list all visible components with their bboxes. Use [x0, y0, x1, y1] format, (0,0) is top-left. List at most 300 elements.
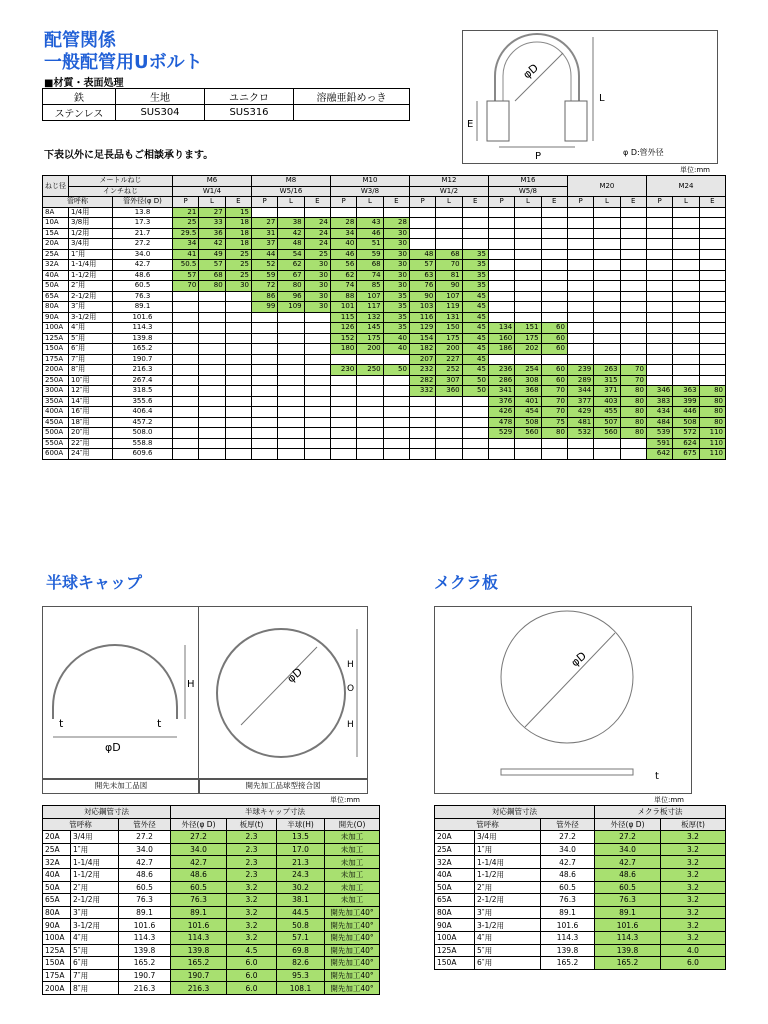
- table-cell: [251, 428, 277, 439]
- table-cell: [673, 291, 699, 302]
- table-cell: [594, 218, 620, 229]
- table-cell: [304, 375, 330, 386]
- table-cell: 3.2: [227, 919, 277, 932]
- table-cell: 74: [330, 281, 356, 292]
- table-cell: 3/4用: [475, 831, 541, 844]
- table-cell: 開先加工40°: [325, 944, 380, 957]
- table-cell: [304, 344, 330, 355]
- table-cell: 114.3: [171, 931, 227, 944]
- table-cell: 67: [278, 270, 304, 281]
- table-cell: 45: [462, 333, 488, 344]
- header-cell: L: [436, 197, 462, 208]
- table-cell: 8″用: [69, 365, 113, 376]
- table-cell: [436, 239, 462, 250]
- table-cell: [567, 270, 593, 281]
- table-cell: 30: [304, 302, 330, 313]
- table-cell: [383, 417, 409, 428]
- table-cell: [620, 302, 646, 313]
- table-cell: [304, 396, 330, 407]
- header-cell: L: [594, 197, 620, 208]
- table-cell: [673, 375, 699, 386]
- table-cell: [646, 302, 672, 313]
- table-cell: 5″用: [71, 944, 119, 957]
- plate-side: [501, 769, 633, 775]
- table-row: [43, 281, 726, 292]
- table-cell: [225, 333, 251, 344]
- table-cell: 74: [357, 270, 383, 281]
- table-cell: 200A: [43, 982, 71, 995]
- table-cell: 89.1: [541, 906, 595, 919]
- table-row: [43, 831, 380, 844]
- header-cell: メートルねじ: [69, 176, 173, 187]
- table-cell: 38.1: [277, 894, 325, 907]
- table-cell: 5″用: [69, 333, 113, 344]
- table-cell: 27: [199, 207, 225, 218]
- table-cell: [357, 386, 383, 397]
- table-cell: 89.1: [171, 906, 227, 919]
- cap-caption-right: 開先加工品球型接合図: [198, 778, 368, 794]
- table-cell: [383, 396, 409, 407]
- table-cell: 4″用: [69, 323, 113, 334]
- table-row: [43, 428, 726, 439]
- table-cell: 32A: [435, 856, 475, 869]
- table-cell: 165.2: [113, 344, 173, 355]
- header-cell: L: [357, 197, 383, 208]
- table-cell: [515, 239, 541, 250]
- table-cell: 46: [330, 249, 356, 260]
- table-cell: 7″用: [69, 354, 113, 365]
- table-cell: 57: [173, 270, 199, 281]
- table-cell: 13.5: [277, 831, 325, 844]
- table-cell: [225, 365, 251, 376]
- table-cell: 207: [409, 354, 435, 365]
- table-cell: [699, 302, 725, 313]
- table-cell: [594, 333, 620, 344]
- table-cell: 6.0: [227, 957, 277, 970]
- cap-drawing-left: [43, 607, 199, 779]
- table-cell: 3.2: [661, 906, 726, 919]
- table-cell: [409, 417, 435, 428]
- table-cell: [383, 449, 409, 460]
- header-cell: P: [646, 197, 672, 208]
- table-cell: 190.7: [171, 969, 227, 982]
- table-cell: 101.6: [595, 919, 661, 932]
- table-cell: [541, 260, 567, 271]
- plate-drawing: [435, 607, 691, 793]
- table-cell: [436, 428, 462, 439]
- header-cell: L: [199, 197, 225, 208]
- table-cell: 25: [173, 218, 199, 229]
- table-cell: [304, 333, 330, 344]
- table-cell: 60: [541, 365, 567, 376]
- table-cell: 200: [436, 344, 462, 355]
- table-cell: 3/8用: [69, 218, 113, 229]
- ubolt-drawing: [463, 31, 717, 163]
- header-cell: P: [251, 197, 277, 208]
- table-row: [43, 417, 726, 428]
- table-cell: 116: [409, 312, 435, 323]
- table-cell: 1-1/4用: [71, 856, 119, 869]
- table-row: [435, 843, 726, 856]
- diameter-line: [515, 53, 563, 101]
- table-cell: 3.2: [227, 894, 277, 907]
- table-cell: 529: [488, 428, 514, 439]
- table-cell: [488, 291, 514, 302]
- table-cell: [409, 449, 435, 460]
- table-cell: 86: [251, 291, 277, 302]
- table-cell: 31: [251, 228, 277, 239]
- ubolt-legend: φ D:管外径: [623, 148, 664, 157]
- table-cell: 34.0: [541, 843, 595, 856]
- table-cell: 7″用: [71, 969, 119, 982]
- header-cell: W3/8: [330, 186, 409, 197]
- table-cell: 80: [699, 417, 725, 428]
- table-cell: 81: [436, 270, 462, 281]
- table-cell: 35: [462, 249, 488, 260]
- ubolt-l-label: L: [599, 93, 605, 104]
- material-cell: ステンレス: [43, 105, 116, 121]
- table-row: [43, 931, 380, 944]
- table-cell: [173, 333, 199, 344]
- table-cell: [251, 449, 277, 460]
- table-cell: [357, 354, 383, 365]
- table-cell: [278, 375, 304, 386]
- table-cell: [515, 291, 541, 302]
- header-cell: P: [330, 197, 356, 208]
- table-cell: 2″用: [475, 881, 541, 894]
- header-cell: 管外径: [541, 818, 595, 831]
- table-cell: 10A: [43, 218, 69, 229]
- table-cell: 45: [462, 365, 488, 376]
- table-cell: 250: [357, 365, 383, 376]
- table-cell: 2″用: [71, 881, 119, 894]
- table-cell: 80: [620, 428, 646, 439]
- plate-title: メクラ板: [434, 573, 499, 592]
- table-cell: 624: [673, 438, 699, 449]
- header-cell: ねじ径: [43, 176, 69, 197]
- table-cell: 62: [330, 270, 356, 281]
- table-cell: 114.3: [119, 931, 171, 944]
- table-cell: 154: [409, 333, 435, 344]
- header-cell: 開先(O): [325, 818, 380, 831]
- table-cell: 186: [488, 344, 514, 355]
- table-cell: [251, 407, 277, 418]
- table-cell: [699, 291, 725, 302]
- table-cell: 30: [304, 281, 330, 292]
- table-cell: [462, 438, 488, 449]
- table-cell: 51: [357, 239, 383, 250]
- table-cell: [673, 260, 699, 271]
- table-cell: [199, 428, 225, 439]
- table-cell: 32A: [43, 856, 71, 869]
- table-cell: 216.3: [119, 982, 171, 995]
- table-cell: 236: [488, 365, 514, 376]
- cap-t-right: t: [157, 717, 162, 730]
- table-cell: [225, 323, 251, 334]
- table-cell: 42.7: [595, 856, 661, 869]
- header-cell: インチねじ: [69, 186, 173, 197]
- table-cell: [278, 407, 304, 418]
- table-cell: [673, 344, 699, 355]
- table-cell: 30: [304, 291, 330, 302]
- table-cell: 250A: [43, 375, 69, 386]
- table-cell: [251, 344, 277, 355]
- table-cell: [567, 333, 593, 344]
- table-cell: [304, 323, 330, 334]
- header-cell: E: [462, 197, 488, 208]
- table-cell: 42.7: [541, 856, 595, 869]
- table-cell: 89.1: [119, 906, 171, 919]
- table-cell: [462, 407, 488, 418]
- table-cell: 34: [173, 239, 199, 250]
- table-cell: 376: [488, 396, 514, 407]
- table-cell: [673, 323, 699, 334]
- table-cell: 539: [646, 428, 672, 439]
- table-cell: 481: [567, 417, 593, 428]
- table-cell: 125A: [435, 944, 475, 957]
- table-cell: [620, 218, 646, 229]
- table-cell: [567, 344, 593, 355]
- table-cell: 99: [251, 302, 277, 313]
- table-cell: 未加工: [325, 843, 380, 856]
- table-cell: 60.5: [171, 881, 227, 894]
- table-cell: 500A: [43, 428, 69, 439]
- table-cell: [594, 249, 620, 260]
- table-cell: 50A: [43, 881, 71, 894]
- table-cell: [278, 417, 304, 428]
- table-cell: [646, 207, 672, 218]
- table-cell: [515, 354, 541, 365]
- table-cell: [225, 396, 251, 407]
- table-cell: 30: [304, 270, 330, 281]
- table-cell: 50.8: [277, 919, 325, 932]
- table-cell: 34.0: [113, 249, 173, 260]
- table-cell: 90: [409, 291, 435, 302]
- table-cell: 62: [278, 260, 304, 271]
- ubolt-p-label: P: [535, 151, 542, 162]
- table-cell: [620, 228, 646, 239]
- table-cell: 70: [620, 365, 646, 376]
- table-row: [43, 982, 380, 995]
- table-cell: [409, 218, 435, 229]
- table-cell: 101.6: [119, 919, 171, 932]
- table-cell: [173, 302, 199, 313]
- table-cell: [673, 365, 699, 376]
- table-cell: 3.2: [661, 831, 726, 844]
- header-cell: M20: [567, 176, 646, 197]
- table-cell: [646, 260, 672, 271]
- table-cell: 46: [357, 228, 383, 239]
- cap-sphere-d-label: φD: [284, 665, 305, 686]
- table-cell: [251, 354, 277, 365]
- table-cell: [541, 291, 567, 302]
- table-cell: 48: [278, 239, 304, 250]
- table-cell: 150A: [43, 957, 71, 970]
- table-cell: 20A: [43, 831, 71, 844]
- table-cell: [199, 354, 225, 365]
- table-cell: 90: [436, 281, 462, 292]
- table-cell: 6″用: [71, 957, 119, 970]
- table-cell: 2-1/2用: [475, 894, 541, 907]
- table-cell: 150: [436, 323, 462, 334]
- table-cell: [357, 375, 383, 386]
- table-cell: [251, 396, 277, 407]
- table-cell: 383: [646, 396, 672, 407]
- header-cell: P: [567, 197, 593, 208]
- table-cell: 145: [357, 323, 383, 334]
- table-cell: 76.3: [113, 291, 173, 302]
- table-cell: 89.1: [595, 906, 661, 919]
- table-cell: [304, 312, 330, 323]
- table-cell: 34.0: [595, 843, 661, 856]
- table-cell: [594, 291, 620, 302]
- table-cell: 60: [541, 344, 567, 355]
- ubolt-table: [42, 175, 726, 460]
- table-cell: [199, 333, 225, 344]
- table-cell: [278, 207, 304, 218]
- table-cell: [199, 312, 225, 323]
- table-cell: [567, 312, 593, 323]
- table-cell: 132: [357, 312, 383, 323]
- table-row: [435, 894, 726, 907]
- table-cell: 3.2: [661, 856, 726, 869]
- table-cell: 110: [699, 428, 725, 439]
- table-row: [435, 831, 726, 844]
- table-row: [43, 228, 726, 239]
- table-cell: 100A: [43, 323, 69, 334]
- table-cell: [699, 218, 725, 229]
- table-cell: 25A: [43, 843, 71, 856]
- table-cell: 134: [488, 323, 514, 334]
- table-cell: 318.5: [113, 386, 173, 397]
- table-cell: 17.0: [277, 843, 325, 856]
- table-cell: [330, 396, 356, 407]
- table-cell: 75: [541, 417, 567, 428]
- table-cell: [541, 312, 567, 323]
- material-cell: SUS304: [116, 105, 205, 121]
- header-cell: M24: [646, 176, 725, 197]
- table-cell: 68: [436, 249, 462, 260]
- plate-circle: [501, 611, 633, 743]
- table-cell: [225, 344, 251, 355]
- table-cell: 572: [673, 428, 699, 439]
- table-cell: 開先加工40°: [325, 919, 380, 932]
- header-row: [435, 818, 726, 831]
- table-cell: 24: [304, 218, 330, 229]
- table-cell: [357, 207, 383, 218]
- table-cell: [594, 354, 620, 365]
- table-cell: 429: [567, 407, 593, 418]
- table-cell: 16″用: [69, 407, 113, 418]
- cap-figure-left: [42, 606, 200, 780]
- table-cell: [304, 207, 330, 218]
- table-cell: [620, 249, 646, 260]
- table-cell: 56: [330, 260, 356, 271]
- table-cell: [673, 270, 699, 281]
- table-cell: 25: [304, 249, 330, 260]
- table-cell: [278, 323, 304, 334]
- table-cell: 59: [357, 249, 383, 260]
- table-cell: 115: [330, 312, 356, 323]
- table-cell: 300A: [43, 386, 69, 397]
- table-cell: 101: [330, 302, 356, 313]
- table-cell: 65A: [43, 291, 69, 302]
- material-cell: 生地: [116, 89, 205, 105]
- table-cell: 50A: [43, 281, 69, 292]
- table-cell: 40A: [43, 270, 69, 281]
- table-cell: [330, 438, 356, 449]
- header-cell: L: [515, 197, 541, 208]
- table-cell: [594, 323, 620, 334]
- table-cell: 508: [515, 417, 541, 428]
- table-cell: [673, 354, 699, 365]
- table-cell: 3-1/2用: [69, 312, 113, 323]
- material-cell: 鉄: [43, 89, 116, 105]
- table-cell: [462, 239, 488, 250]
- table-cell: 107: [357, 291, 383, 302]
- table-cell: 289: [567, 375, 593, 386]
- table-cell: [594, 270, 620, 281]
- table-cell: 3-1/2用: [475, 919, 541, 932]
- table-cell: [199, 375, 225, 386]
- table-cell: 139.8: [113, 333, 173, 344]
- table-cell: [673, 302, 699, 313]
- table-cell: [330, 386, 356, 397]
- table-cell: 315: [594, 375, 620, 386]
- table-cell: [620, 344, 646, 355]
- table-cell: 446: [673, 407, 699, 418]
- table-row: [435, 957, 726, 970]
- table-cell: 4″用: [71, 931, 119, 944]
- table-cell: [646, 312, 672, 323]
- table-cell: 42: [199, 239, 225, 250]
- table-cell: 35: [462, 270, 488, 281]
- table-cell: 25: [225, 260, 251, 271]
- header-cell: 対応鋼管寸法: [435, 806, 595, 819]
- header-cell: 管呼称: [43, 197, 113, 208]
- table-cell: 406.4: [113, 407, 173, 418]
- header-cell: 外径(φ D): [171, 818, 227, 831]
- table-cell: [515, 312, 541, 323]
- table-cell: [225, 354, 251, 365]
- table-cell: [304, 386, 330, 397]
- table-cell: [409, 438, 435, 449]
- table-cell: 182: [409, 344, 435, 355]
- table-cell: 175: [436, 333, 462, 344]
- table-cell: [567, 291, 593, 302]
- table-cell: [173, 449, 199, 460]
- table-cell: 3.2: [227, 906, 277, 919]
- table-cell: 17.3: [113, 218, 173, 229]
- table-cell: [383, 386, 409, 397]
- table-cell: [330, 354, 356, 365]
- table-cell: [330, 207, 356, 218]
- table-cell: [436, 396, 462, 407]
- table-cell: 80: [699, 386, 725, 397]
- cap-sphere-diameter: [241, 647, 317, 725]
- table-cell: 3.2: [661, 931, 726, 944]
- table-cell: 507: [594, 417, 620, 428]
- table-cell: 252: [436, 365, 462, 376]
- table-cell: 399: [673, 396, 699, 407]
- table-cell: [541, 207, 567, 218]
- table-cell: [699, 333, 725, 344]
- table-cell: 27.2: [113, 239, 173, 250]
- table-cell: [199, 365, 225, 376]
- plate-unit: 単位:mm: [654, 796, 684, 804]
- table-cell: 35: [462, 260, 488, 271]
- table-cell: 70: [620, 375, 646, 386]
